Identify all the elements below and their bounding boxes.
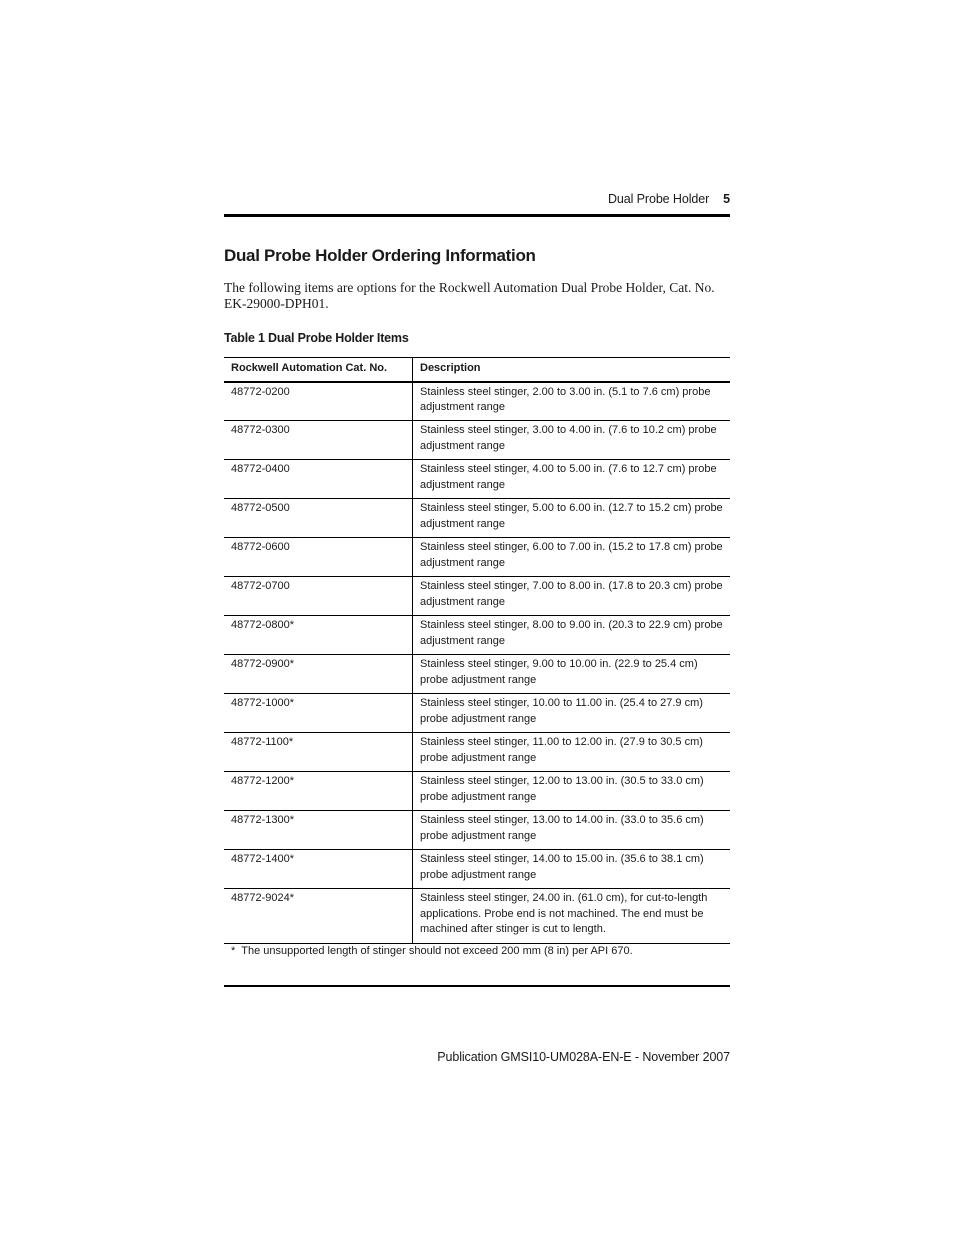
intro-paragraph: The following items are options for the Rockwell Automation Dual Probe Holder, Cat. No. EK-29000-DPH01. bbox=[224, 280, 715, 311]
description-cell: Stainless steel stinger, 6.00 to 7.00 in. (15.2 to 17.8 cm) probe adjustment range bbox=[413, 538, 731, 577]
description-cell: Stainless steel stinger, 10.00 to 11.00 in. (25.4 to 27.9 cm) probe adjustment range bbox=[413, 694, 731, 733]
footnote-text: The unsupported length of stinger should not exceed 200 mm (8 in) per API 670. bbox=[241, 945, 633, 957]
table-row bbox=[224, 616, 730, 655]
running-title: Dual Probe Holder bbox=[608, 192, 710, 206]
table-footnote bbox=[231, 945, 633, 957]
table-row bbox=[224, 655, 730, 694]
table-caption: Table 1 Dual Probe Holder Items bbox=[224, 331, 409, 345]
footer-rule bbox=[224, 985, 730, 987]
section-title: Dual Probe Holder Ordering Information bbox=[224, 246, 536, 265]
description-cell: Stainless steel stinger, 7.00 to 8.00 in. (17.8 to 20.3 cm) probe adjustment range bbox=[413, 577, 731, 616]
table-row bbox=[224, 382, 730, 421]
table-body bbox=[224, 382, 730, 944]
table-row bbox=[224, 772, 730, 811]
description-cell: Stainless steel stinger, 2.00 to 3.00 in. (5.1 to 7.6 cm) probe adjustment range bbox=[413, 382, 731, 421]
column-header-description: Description bbox=[413, 358, 731, 382]
cat-no-cell: 48772-0200 bbox=[224, 382, 413, 421]
cat-no-cell: 48772-0800* bbox=[224, 616, 413, 655]
table-header-row bbox=[224, 358, 730, 382]
table-row bbox=[224, 421, 730, 460]
header-rule bbox=[224, 214, 730, 217]
cat-no-cell: 48772-1400* bbox=[224, 850, 413, 889]
items-table bbox=[224, 357, 730, 944]
table-row bbox=[224, 889, 730, 944]
description-cell: Stainless steel stinger, 14.00 to 15.00 in. (35.6 to 38.1 cm) probe adjustment range bbox=[413, 850, 731, 889]
cat-no-cell: 48772-0500 bbox=[224, 499, 413, 538]
cat-no-cell: 48772-1300* bbox=[224, 811, 413, 850]
cat-no-cell: 48772-0700 bbox=[224, 577, 413, 616]
description-cell: Stainless steel stinger, 24.00 in. (61.0 cm), for cut-to-length applications. Probe end is not machined. The end must be machined after stinger is cut to length. bbox=[413, 889, 731, 944]
table-row bbox=[224, 538, 730, 577]
cat-no-cell: 48772-1100* bbox=[224, 733, 413, 772]
footnote-mark: * bbox=[231, 945, 236, 957]
cat-no-cell: 48772-0400 bbox=[224, 460, 413, 499]
description-cell: Stainless steel stinger, 8.00 to 9.00 in. (20.3 to 22.9 cm) probe adjustment range bbox=[413, 616, 731, 655]
table-row bbox=[224, 811, 730, 850]
table-row bbox=[224, 733, 730, 772]
cat-no-cell: 48772-0900* bbox=[224, 655, 413, 694]
cat-no-cell: 48772-0300 bbox=[224, 421, 413, 460]
cat-no-cell: 48772-1000* bbox=[224, 694, 413, 733]
page-number: 5 bbox=[723, 192, 730, 206]
cat-no-cell: 48772-1200* bbox=[224, 772, 413, 811]
table-row bbox=[224, 577, 730, 616]
description-cell: Stainless steel stinger, 11.00 to 12.00 in. (27.9 to 30.5 cm) probe adjustment range bbox=[413, 733, 731, 772]
description-cell: Stainless steel stinger, 9.00 to 10.00 in. (22.9 to 25.4 cm) probe adjustment range bbox=[413, 655, 731, 694]
table-row bbox=[224, 460, 730, 499]
table-row bbox=[224, 694, 730, 733]
description-cell: Stainless steel stinger, 13.00 to 14.00 in. (33.0 to 35.6 cm) probe adjustment range bbox=[413, 811, 731, 850]
description-cell: Stainless steel stinger, 5.00 to 6.00 in. (12.7 to 15.2 cm) probe adjustment range bbox=[413, 499, 731, 538]
running-header bbox=[224, 192, 730, 210]
table-row bbox=[224, 499, 730, 538]
cat-no-cell: 48772-9024* bbox=[224, 889, 413, 944]
column-header-cat-no: Rockwell Automation Cat. No. bbox=[224, 358, 413, 382]
description-cell: Stainless steel stinger, 3.00 to 4.00 in. (7.6 to 10.2 cm) probe adjustment range bbox=[413, 421, 731, 460]
cat-no-cell: 48772-0600 bbox=[224, 538, 413, 577]
table-row bbox=[224, 850, 730, 889]
publication-footer: Publication GMSI10-UM028A-EN-E - November 2007 bbox=[437, 1050, 730, 1064]
description-cell: Stainless steel stinger, 12.00 to 13.00 in. (30.5 to 33.0 cm) probe adjustment range bbox=[413, 772, 731, 811]
description-cell: Stainless steel stinger, 4.00 to 5.00 in. (7.6 to 12.7 cm) probe adjustment range bbox=[413, 460, 731, 499]
